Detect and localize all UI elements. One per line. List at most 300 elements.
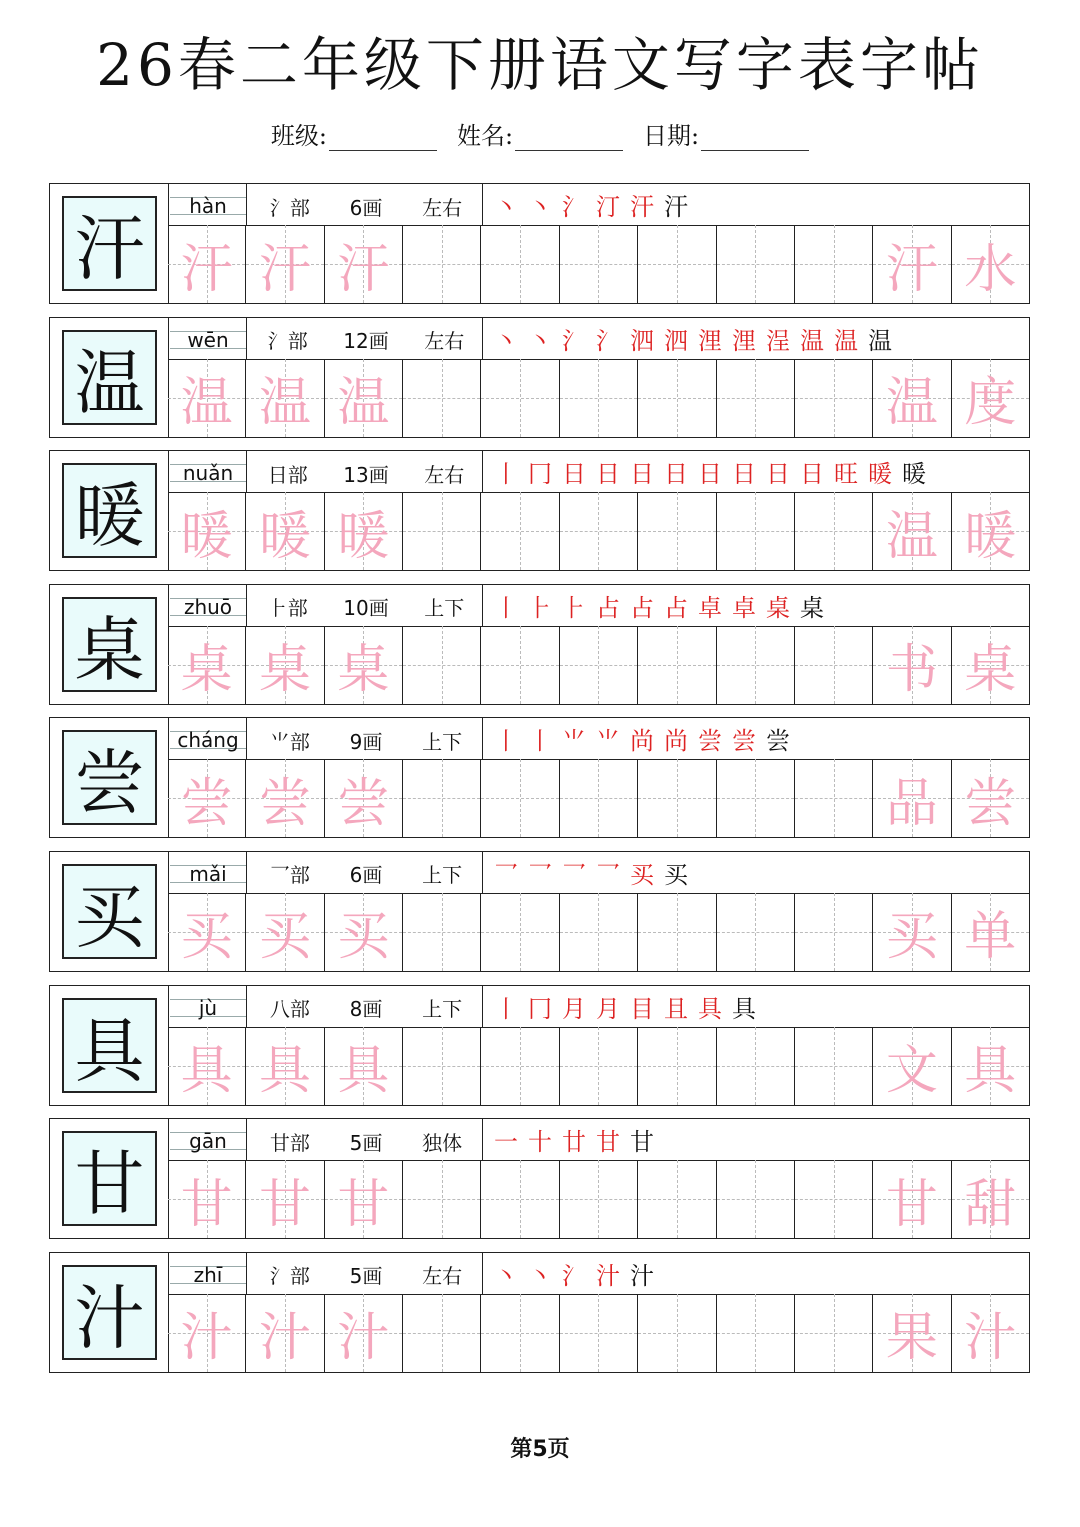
blank-cell[interactable]	[402, 1160, 480, 1238]
stroke-step: 尝	[698, 727, 722, 756]
trace-character: 度	[964, 373, 1017, 434]
stroke-step: 浬	[698, 326, 722, 355]
stroke-order	[490, 1253, 654, 1294]
trace-character: 汁	[259, 1308, 312, 1369]
class-blank[interactable]	[329, 126, 437, 151]
character-meta	[250, 721, 482, 759]
trace-cell	[324, 1160, 402, 1238]
pinyin: jù	[170, 989, 246, 1027]
radical: 八部	[269, 997, 310, 1022]
blank-cell[interactable]	[637, 1160, 715, 1238]
pinyin: gān	[170, 1122, 246, 1160]
trace-cell	[324, 893, 402, 971]
trace-cell	[951, 225, 1029, 303]
blank-cell[interactable]	[402, 626, 480, 704]
stroke-step: ⺌	[562, 727, 586, 756]
trace-cell	[324, 626, 402, 704]
trace-character: 买	[259, 907, 312, 968]
stroke-step: 占	[596, 593, 620, 622]
trace-character: 桌	[964, 640, 1017, 701]
stroke-step: 廿	[562, 1128, 586, 1157]
structure: 上下	[422, 863, 463, 888]
blank-cell[interactable]	[559, 893, 637, 971]
blank-cell[interactable]	[637, 359, 715, 437]
stroke-step: 桌	[766, 593, 790, 622]
column-divider	[482, 184, 483, 225]
stroke-step: 泗	[630, 326, 654, 355]
date-field[interactable]	[643, 116, 809, 151]
column-divider	[482, 852, 483, 893]
trace-cell	[168, 1294, 245, 1372]
stroke-step: 汁	[596, 1261, 620, 1290]
stroke-step: 温	[800, 326, 824, 355]
stroke-step: 丶	[494, 1261, 518, 1290]
name-blank[interactable]	[515, 126, 623, 151]
radical: 氵部	[269, 195, 310, 220]
blank-cell[interactable]	[637, 1027, 715, 1105]
blank-cell[interactable]	[716, 626, 794, 704]
trace-cell	[245, 359, 323, 437]
trace-cell	[872, 1160, 950, 1238]
blank-cell[interactable]	[480, 359, 558, 437]
stroke-step: 丶	[528, 326, 552, 355]
blank-cell[interactable]	[402, 359, 480, 437]
trace-character: 品	[885, 773, 938, 834]
trace-cell	[324, 759, 402, 837]
stroke-step: 丨	[528, 727, 552, 756]
stroke-step: 尚	[630, 727, 654, 756]
writing-grid	[168, 492, 1029, 570]
trace-cell	[951, 759, 1029, 837]
column-divider	[246, 852, 247, 893]
stroke-step: 乛	[528, 860, 552, 889]
character-meta	[250, 187, 482, 225]
trace-cell	[872, 1027, 950, 1105]
stroke-count: 5画	[349, 1264, 383, 1289]
trace-character: 尝	[337, 773, 390, 834]
model-character: 汁	[62, 1265, 157, 1360]
writing-grid	[168, 626, 1029, 704]
stroke-order	[490, 1119, 654, 1160]
blank-cell[interactable]	[480, 893, 558, 971]
trace-character: 汁	[180, 1308, 233, 1369]
trace-character: 暖	[964, 506, 1017, 567]
column-divider	[482, 1119, 483, 1160]
blank-cell[interactable]	[480, 759, 558, 837]
trace-character: 买	[180, 907, 233, 968]
trace-cell	[245, 893, 323, 971]
stroke-step: 十	[528, 1128, 552, 1157]
stroke-order	[490, 852, 688, 893]
stroke-step: 日	[766, 460, 790, 489]
stroke-step: 氵	[562, 193, 586, 221]
trace-character: 甘	[180, 1174, 233, 1235]
structure: 左右	[424, 329, 465, 354]
column-divider	[482, 718, 483, 759]
stroke-step: 尝	[766, 727, 790, 756]
practice-row	[49, 851, 1030, 972]
stroke-step: 丨	[494, 994, 518, 1023]
stroke-step: 丨	[494, 460, 518, 489]
stroke-step: 占	[630, 593, 654, 622]
trace-cell	[951, 1294, 1029, 1372]
blank-cell[interactable]	[794, 1294, 872, 1372]
pinyin: mǎi	[170, 855, 246, 893]
trace-cell	[872, 225, 950, 303]
stroke-step: 甘	[630, 1128, 654, 1157]
trace-character: 尝	[259, 773, 312, 834]
writing-grid	[168, 225, 1029, 303]
stroke-step: 汀	[596, 193, 620, 221]
column-divider	[482, 451, 483, 492]
stroke-order	[490, 318, 892, 359]
stroke-step: 丶	[528, 193, 552, 221]
date-label: 日期:	[643, 122, 700, 150]
trace-character: 汁	[337, 1308, 390, 1369]
model-character: 尝	[62, 730, 157, 825]
trace-cell	[324, 492, 402, 570]
stroke-step: 甘	[596, 1128, 620, 1157]
stroke-step: 月	[562, 994, 586, 1023]
trace-cell	[245, 225, 323, 303]
trace-cell	[872, 893, 950, 971]
blank-cell[interactable]	[794, 1027, 872, 1105]
stroke-count: 9画	[349, 729, 383, 754]
trace-cell	[951, 626, 1029, 704]
trace-character: 书	[885, 640, 938, 701]
stroke-step: 具	[732, 994, 756, 1023]
radical: ⺌部	[269, 729, 310, 754]
stroke-order	[490, 451, 926, 492]
trace-cell	[872, 1294, 950, 1372]
stroke-step: 浧	[766, 326, 790, 355]
character-meta	[250, 1256, 482, 1294]
date-blank[interactable]	[701, 126, 809, 151]
column-divider	[482, 986, 483, 1027]
blank-cell[interactable]	[559, 225, 637, 303]
radical: ⺊部	[267, 596, 308, 621]
trace-character: 具	[964, 1041, 1017, 1102]
stroke-step: 泗	[664, 326, 688, 355]
stroke-step: 买	[664, 860, 688, 889]
writing-grid	[168, 359, 1029, 437]
stroke-step: 桌	[800, 593, 824, 622]
stroke-step: 暖	[868, 460, 892, 489]
blank-cell[interactable]	[794, 759, 872, 837]
blank-cell[interactable]	[716, 359, 794, 437]
stroke-step: 卓	[698, 593, 722, 622]
trace-cell	[168, 225, 245, 303]
trace-cell	[245, 759, 323, 837]
pinyin: zhuō	[170, 588, 246, 626]
blank-cell[interactable]	[637, 626, 715, 704]
stroke-step: 汗	[664, 193, 688, 221]
trace-cell	[951, 893, 1029, 971]
trace-cell	[324, 1027, 402, 1105]
name-label: 姓名:	[456, 122, 514, 150]
structure: 左右	[422, 195, 463, 220]
trace-cell	[168, 893, 245, 971]
blank-cell[interactable]	[402, 1294, 480, 1372]
blank-cell[interactable]	[402, 893, 480, 971]
blank-cell[interactable]	[559, 1160, 637, 1238]
stroke-count: 10画	[343, 596, 389, 621]
column-divider	[482, 318, 483, 359]
model-character: 温	[62, 330, 157, 425]
trace-character: 具	[259, 1041, 312, 1102]
trace-cell	[872, 359, 950, 437]
trace-character: 尝	[964, 773, 1017, 834]
stroke-count: 6画	[349, 863, 383, 888]
trace-cell	[324, 225, 402, 303]
stroke-step: 丨	[494, 727, 518, 756]
blank-cell[interactable]	[637, 225, 715, 303]
trace-character: 汁	[964, 1308, 1017, 1369]
stroke-step: 氵	[562, 326, 586, 355]
trace-character: 买	[885, 907, 938, 968]
character-meta	[250, 855, 482, 893]
trace-character: 温	[337, 373, 390, 434]
trace-character: 汗	[180, 239, 233, 300]
column-divider	[246, 585, 247, 626]
blank-cell[interactable]	[559, 626, 637, 704]
model-character: 汗	[62, 196, 157, 291]
character-meta	[250, 321, 482, 359]
trace-character: 甘	[259, 1174, 312, 1235]
trace-character: 温	[180, 373, 233, 434]
stroke-step: ⺊	[562, 593, 586, 622]
structure: 上下	[422, 997, 463, 1022]
trace-cell	[168, 626, 245, 704]
character-meta	[250, 989, 482, 1027]
structure: 左右	[422, 1264, 463, 1289]
character-meta	[250, 588, 482, 626]
stroke-order	[490, 986, 756, 1027]
trace-cell	[168, 759, 245, 837]
model-character: 买	[62, 864, 157, 959]
stroke-count: 6画	[349, 195, 383, 220]
blank-cell[interactable]	[794, 1160, 872, 1238]
radical: 氵部	[267, 329, 308, 354]
stroke-step: 买	[630, 860, 654, 889]
stroke-order	[490, 585, 824, 626]
trace-character: 买	[337, 907, 390, 968]
trace-cell	[951, 1160, 1029, 1238]
practice-row	[49, 183, 1030, 304]
stroke-step: 占	[664, 593, 688, 622]
stroke-count: 13画	[343, 462, 389, 487]
stroke-step: 汗	[630, 193, 654, 221]
trace-cell	[872, 626, 950, 704]
stroke-step: 丶	[494, 326, 518, 355]
stroke-step: 旺	[834, 460, 858, 489]
trace-cell	[168, 359, 245, 437]
blank-cell[interactable]	[794, 893, 872, 971]
stroke-step: 温	[834, 326, 858, 355]
column-divider	[246, 718, 247, 759]
blank-cell[interactable]	[716, 1294, 794, 1372]
trace-cell	[951, 359, 1029, 437]
stroke-step: 丨	[494, 593, 518, 622]
blank-cell[interactable]	[716, 225, 794, 303]
stroke-count: 8画	[349, 997, 383, 1022]
model-character: 桌	[62, 597, 157, 692]
blank-cell[interactable]	[637, 893, 715, 971]
stroke-step: 日	[664, 460, 688, 489]
blank-cell[interactable]	[716, 1160, 794, 1238]
blank-cell[interactable]	[402, 225, 480, 303]
column-divider	[482, 1253, 483, 1294]
class-field[interactable]	[271, 116, 437, 151]
trace-cell	[245, 1160, 323, 1238]
blank-cell[interactable]	[559, 492, 637, 570]
stroke-step: 氵	[562, 1261, 586, 1290]
blank-cell[interactable]	[559, 1294, 637, 1372]
name-field[interactable]	[457, 116, 623, 151]
trace-character: 温	[885, 373, 938, 434]
blank-cell[interactable]	[480, 1294, 558, 1372]
radical: 甘部	[269, 1130, 310, 1155]
stroke-step: 日	[698, 460, 722, 489]
column-divider	[246, 1119, 247, 1160]
blank-cell[interactable]	[402, 1027, 480, 1105]
column-divider	[246, 318, 247, 359]
blank-cell[interactable]	[559, 759, 637, 837]
blank-cell[interactable]	[794, 225, 872, 303]
trace-character: 汗	[885, 239, 938, 300]
trace-cell	[245, 626, 323, 704]
stroke-step: 卓	[732, 593, 756, 622]
practice-row	[49, 985, 1030, 1106]
blank-cell[interactable]	[794, 492, 872, 570]
stroke-step: 日	[800, 460, 824, 489]
writing-grid	[168, 1294, 1029, 1372]
radical: 日部	[267, 462, 308, 487]
blank-cell[interactable]	[716, 759, 794, 837]
stroke-step: 乛	[562, 860, 586, 889]
trace-cell	[168, 1160, 245, 1238]
writing-grid	[168, 1160, 1029, 1238]
column-divider	[246, 1253, 247, 1294]
stroke-step: 日	[732, 460, 756, 489]
stroke-step: ⺌	[596, 727, 620, 756]
blank-cell[interactable]	[794, 626, 872, 704]
stroke-step: 冂	[528, 994, 552, 1023]
blank-cell[interactable]	[716, 492, 794, 570]
trace-character: 水	[964, 239, 1017, 300]
practice-row	[49, 450, 1030, 571]
trace-character: 甜	[964, 1174, 1017, 1235]
trace-cell	[951, 1027, 1029, 1105]
trace-character: 桌	[180, 640, 233, 701]
info-fields	[0, 116, 1080, 151]
blank-cell[interactable]	[794, 359, 872, 437]
page-title: 26春二年级下册语文写字表字帖	[96, 31, 984, 99]
stroke-step: 汁	[630, 1261, 654, 1290]
writing-grid	[168, 1027, 1029, 1105]
blank-cell[interactable]	[559, 1027, 637, 1105]
trace-cell	[245, 492, 323, 570]
structure: 左右	[424, 462, 465, 487]
structure: 上下	[422, 729, 463, 754]
blank-cell[interactable]	[402, 492, 480, 570]
trace-cell	[872, 759, 950, 837]
stroke-step: 月	[596, 994, 620, 1023]
blank-cell[interactable]	[716, 1027, 794, 1105]
trace-character: 暖	[259, 506, 312, 567]
structure: 上下	[424, 596, 465, 621]
blank-cell[interactable]	[480, 626, 558, 704]
stroke-step: 冂	[528, 460, 552, 489]
stroke-step: 目	[630, 994, 654, 1023]
model-character: 暖	[62, 463, 157, 558]
blank-cell[interactable]	[637, 759, 715, 837]
writing-grid	[168, 893, 1029, 971]
trace-cell	[324, 359, 402, 437]
trace-character: 暖	[180, 506, 233, 567]
trace-character: 具	[337, 1041, 390, 1102]
stroke-step: 日	[562, 460, 586, 489]
trace-cell	[168, 492, 245, 570]
stroke-step: 氵	[596, 326, 620, 355]
blank-cell[interactable]	[716, 893, 794, 971]
trace-character: 桌	[337, 640, 390, 701]
practice-rows	[49, 183, 1030, 1385]
blank-cell[interactable]	[480, 225, 558, 303]
stroke-step: 浬	[732, 326, 756, 355]
structure: 独体	[422, 1130, 463, 1155]
trace-character: 汗	[337, 239, 390, 300]
stroke-step: ⺊	[528, 593, 552, 622]
stroke-step: 丶	[528, 1261, 552, 1290]
writing-grid	[168, 759, 1029, 837]
column-divider	[246, 451, 247, 492]
trace-cell	[324, 1294, 402, 1372]
practice-row	[49, 1118, 1030, 1239]
trace-cell	[168, 1027, 245, 1105]
trace-character: 温	[885, 506, 938, 567]
pinyin: nuǎn	[170, 454, 246, 492]
pinyin: wēn	[170, 321, 246, 359]
stroke-step: 乛	[596, 860, 620, 889]
stroke-step: 且	[664, 994, 688, 1023]
stroke-order	[490, 184, 688, 225]
blank-cell[interactable]	[402, 759, 480, 837]
blank-cell[interactable]	[480, 1027, 558, 1105]
trace-character: 汗	[259, 239, 312, 300]
stroke-step: 尝	[732, 727, 756, 756]
practice-row	[49, 717, 1030, 838]
blank-cell[interactable]	[637, 492, 715, 570]
radical: 乛部	[269, 863, 310, 888]
trace-character: 单	[964, 907, 1017, 968]
practice-row	[49, 584, 1030, 705]
radical: 氵部	[269, 1264, 310, 1289]
stroke-step: 具	[698, 994, 722, 1023]
blank-cell[interactable]	[480, 1160, 558, 1238]
model-character: 具	[62, 998, 157, 1093]
pinyin: cháng	[170, 721, 246, 759]
blank-cell[interactable]	[480, 492, 558, 570]
blank-cell[interactable]	[559, 359, 637, 437]
trace-cell	[245, 1027, 323, 1105]
practice-row	[49, 317, 1030, 438]
trace-cell	[245, 1294, 323, 1372]
column-divider	[482, 585, 483, 626]
pinyin: hàn	[170, 187, 246, 225]
blank-cell[interactable]	[637, 1294, 715, 1372]
pinyin: zhī	[170, 1256, 246, 1294]
